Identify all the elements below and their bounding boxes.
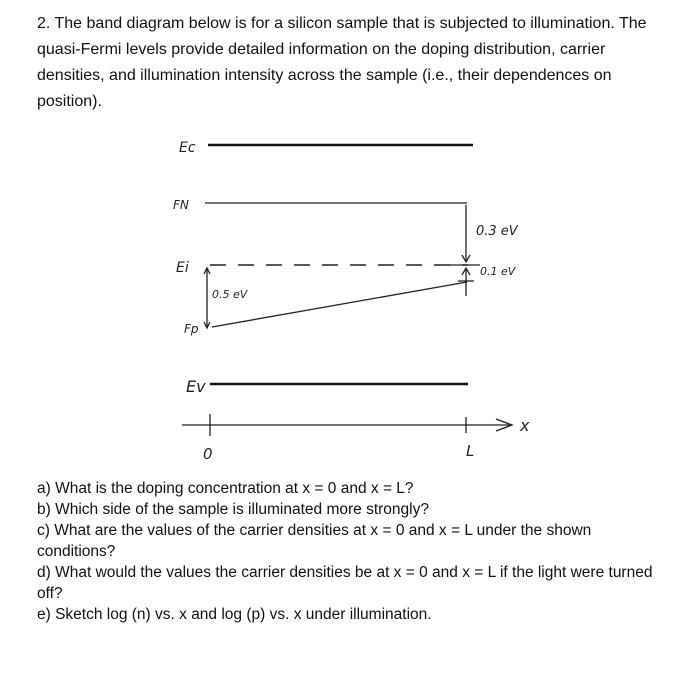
question-c: c) What are the values of the carrier densities at x = 0 and x = L under the shown conditions? [37, 522, 592, 560]
fp-label: Fp [184, 322, 199, 336]
x-axis-label: x [520, 416, 530, 435]
right-gap-marker-ei-fp [449, 265, 480, 296]
ei-label: Ei [176, 260, 189, 276]
length-label: L [466, 442, 475, 460]
hole-quasi-fermi-line [212, 282, 467, 327]
gap-label-0-1-ev: 0.1 eV [480, 265, 516, 278]
question-a: a) What is the doping concentration at x = 0 and x = L? [37, 480, 414, 497]
question-b: b) Which side of the sample is illuminated more strongly? [37, 501, 429, 518]
question-d: d) What would the values the carrier densities be at x = 0 and x = L if the light were turned off? [37, 564, 653, 602]
right-gap-arrow-fn-ei [462, 205, 470, 262]
gap-label-0-5-ev: 0.5 eV [212, 288, 248, 301]
problem-intro: 2. The band diagram below is for a silicon sample that is subjected to illumination. The quasi-Fermi levels provide detailed information on the doping distribution, carrier densities, and illumination intensity across the sample (i.e., their dependences on position). [37, 15, 647, 110]
position-axis [182, 414, 512, 436]
left-gap-arrow-ei-fp [204, 268, 210, 328]
gap-label-0-3-ev: 0.3 eV [476, 224, 518, 239]
fn-label: FN [173, 198, 189, 212]
origin-label: 0 [203, 445, 213, 463]
ec-label: Ec [179, 140, 196, 156]
question-list [37, 478, 667, 625]
question-e: e) Sketch log (n) vs. x and log (p) vs. x under illumination. [37, 606, 432, 623]
ev-label: Ev [186, 377, 206, 396]
